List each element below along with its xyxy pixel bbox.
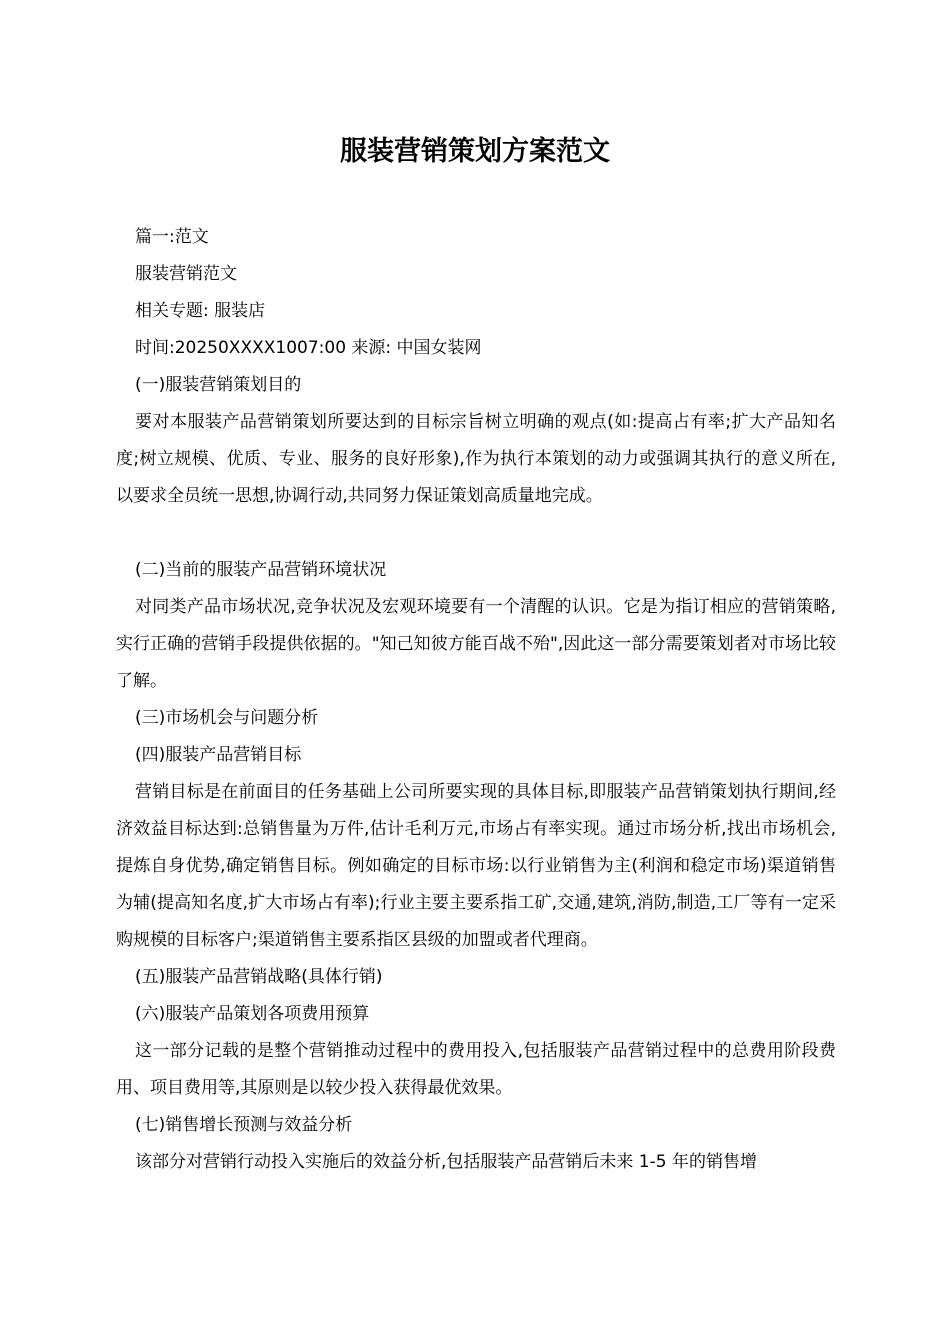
document-body	[116, 219, 836, 1181]
section-heading: (七)销售增长预测与效益分析	[135, 1115, 353, 1135]
section-heading: (五)服装产品营销战略(具体行销)	[135, 967, 383, 987]
section-heading: (六)服装产品策划各项费用预算	[135, 1004, 370, 1024]
section-heading: (二)当前的服装产品营销环境状况	[135, 560, 387, 580]
article-subtitle: 服装营销范文	[135, 264, 237, 284]
section-paragraph: 这一部分记载的是整个营销推动过程中的费用投入,包括服装产品营销过程中的总费用阶段费用、项目费用等,其原则是以较少投入获得最优效果。	[116, 1041, 836, 1098]
section-heading: (三)市场机会与问题分析	[135, 708, 319, 728]
paragraph-spacer	[116, 515, 836, 552]
section-paragraph: 该部分对营销行动投入实施后的效益分析,包括服装产品营销后未来 1-5 年的销售增	[135, 1152, 757, 1172]
section-heading: (四)服装产品营销目标	[135, 745, 302, 765]
section-paragraph: 对同类产品市场状况,竞争状况及宏观环境要有一个清醒的认识。它是为指订相应的营销策略,实行正确的营销手段提供依据的。"知己知彼方能百战不殆",因此这一部分需要策划者对市场比较了解。	[116, 597, 836, 691]
section-label: 篇一:范文	[135, 227, 209, 247]
section-heading: (一)服装营销策划目的	[135, 375, 302, 395]
related-topic: 相关专题: 服装店	[135, 301, 266, 321]
section-paragraph: 营销目标是在前面目的任务基础上公司所要实现的具体目标,即服装产品营销策划执行期间,经济效益目标达到:总销售量为万件,估计毛利万元,市场占有率实现。通过市场分析,找出市场机会,提炼自身优势,确定销售目标。例如确定的目标市场:以行业销售为主(利润和稳定市场)渠道销售为辅(提高知名度,扩大市场占有率);行业主要主要系指工矿,交通,建筑,消防,制造,工厂等有一定采购规模的目标客户;渠道销售主要系指区县级的加盟或者代理商。	[116, 782, 836, 950]
section-paragraph: 要对本服装产品营销策划所要达到的目标宗旨树立明确的观点(如:提高占有率;扩大产品知名度;树立规模、优质、专业、服务的良好形象),作为执行本策划的动力或强调其执行的意义所在,以要求全员统一思想,协调行动,共同努力保证策划高质量地完成。	[116, 412, 836, 506]
article-meta: 时间:20250XXXX1007:00 来源: 中国女装网	[135, 338, 482, 358]
document-title: 服装营销策划方案范文	[340, 136, 610, 167]
